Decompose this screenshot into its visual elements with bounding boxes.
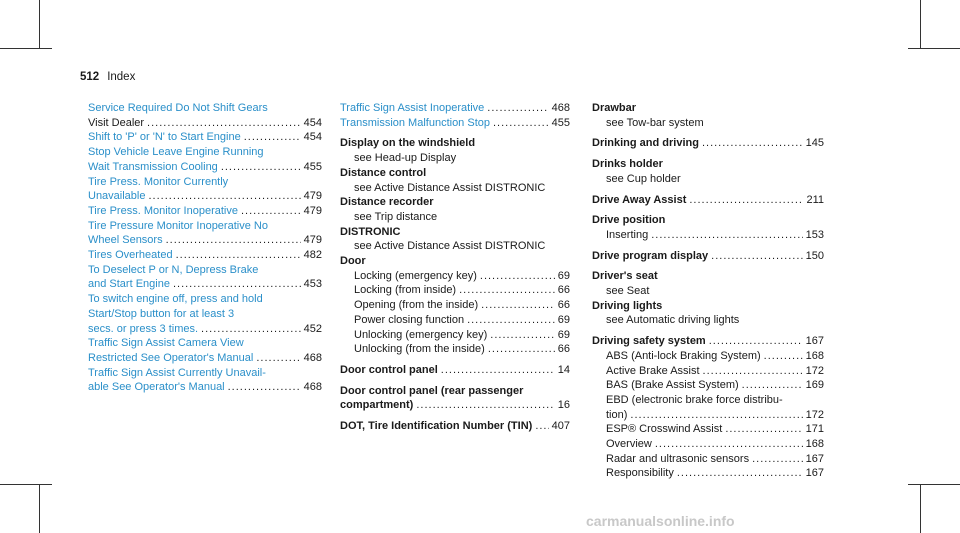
index-entry — [340, 166, 570, 181]
index-entry-text: Drive Away Assist — [592, 193, 687, 206]
index-entry — [592, 364, 824, 379]
index-entry — [340, 101, 570, 116]
crop-mark — [908, 48, 960, 49]
index-entry-text: Unavailable — [88, 190, 146, 203]
index-entry — [340, 181, 570, 196]
index-entry-text: ESP® Crosswind Assist — [606, 423, 723, 436]
index-entry — [88, 366, 322, 381]
index-entry — [592, 299, 824, 314]
index-entry — [88, 189, 322, 204]
index-entry — [340, 239, 570, 254]
dot-leader — [711, 249, 802, 264]
index-entry-text: DOT, Tire Identification Number (TIN) — [340, 420, 533, 433]
index-entry-text: Opening (from the inside) — [354, 299, 479, 312]
index-entry — [592, 334, 824, 349]
index-entry — [88, 307, 322, 322]
index-entry-text: Unlocking (emergency key) — [354, 328, 488, 341]
page-ref[interactable]: 479 — [303, 234, 322, 247]
index-entry — [88, 204, 322, 219]
index-entry — [592, 349, 824, 364]
index-entry — [340, 195, 570, 210]
page-ref[interactable]: 169 — [805, 379, 824, 392]
index-entry — [592, 249, 824, 264]
dot-leader — [764, 349, 803, 364]
index-entry — [88, 277, 322, 292]
page-ref[interactable]: 454 — [303, 131, 322, 144]
page-ref[interactable]: 482 — [303, 249, 322, 262]
index-entry — [592, 378, 824, 393]
index-column-1 — [88, 101, 322, 395]
index-column-2 — [340, 101, 570, 434]
page-ref[interactable]: 168 — [805, 438, 824, 451]
dot-leader — [677, 466, 803, 481]
index-entry-text: Service Required Do Not Shift Gears — [88, 102, 268, 114]
dot-leader — [228, 380, 301, 395]
page-ref[interactable]: 66 — [557, 284, 570, 297]
index-entry-text: and Start Engine — [88, 278, 170, 291]
index-entry-text: Wait Transmission Cooling — [88, 160, 218, 173]
index-entry — [88, 322, 322, 337]
index-entry — [592, 101, 824, 116]
dot-leader — [488, 342, 555, 357]
index-entry-text: see Seat — [606, 285, 650, 298]
dot-leader — [630, 408, 802, 423]
index-entry — [340, 210, 570, 225]
dot-leader — [487, 101, 548, 116]
index-entry — [340, 136, 570, 151]
page-ref[interactable]: 167 — [805, 452, 824, 465]
page-header — [80, 71, 135, 83]
index-entry — [592, 422, 824, 437]
index-entry-text: Radar and ultrasonic sensors — [606, 452, 750, 465]
index-entry-text: Transmission Malfunction Stop — [340, 116, 490, 129]
index-entry-text: Tires Overheated — [88, 249, 173, 262]
page-ref[interactable]: 453 — [303, 278, 322, 291]
index-entry-text: see Cup holder — [606, 172, 681, 185]
crop-mark — [0, 48, 52, 49]
crop-mark — [0, 484, 52, 485]
dot-leader — [493, 116, 549, 131]
page-ref[interactable]: 168 — [805, 349, 824, 362]
index-entry — [340, 419, 570, 434]
index-entry-text: Driving lights — [592, 299, 663, 312]
index-entry-text: Driving safety system — [592, 335, 706, 348]
dot-leader — [655, 437, 803, 452]
index-entry — [592, 466, 824, 481]
index-entry-text: DISTRONIC — [340, 225, 401, 238]
index-entry — [88, 292, 322, 307]
index-entry — [592, 408, 824, 423]
index-entry — [88, 145, 322, 160]
dot-leader — [166, 233, 301, 248]
index-entry-text: Locking (emergency key) — [354, 269, 477, 282]
index-entry-text: Distance recorder — [340, 196, 434, 209]
page-ref[interactable]: 167 — [805, 335, 824, 348]
index-entry — [592, 213, 824, 228]
page-ref[interactable]: 153 — [805, 228, 824, 241]
index-entry — [592, 269, 824, 284]
dot-leader — [148, 189, 300, 204]
index-entry — [340, 225, 570, 240]
index-entry — [340, 116, 570, 131]
index-entry-text: see Active Distance Assist DISTRONIC — [354, 181, 546, 194]
index-entry — [340, 328, 570, 343]
index-entry — [88, 233, 322, 248]
index-entry — [88, 380, 322, 395]
dot-leader — [256, 351, 300, 366]
index-entry-text: Door — [340, 255, 366, 268]
page-ref[interactable]: 167 — [805, 467, 824, 480]
index-entry-text: To switch engine off, press and hold — [88, 293, 263, 306]
index-entry-text: Inserting — [606, 228, 649, 241]
index-entry-text: Tire Press. Monitor Inoperative — [88, 204, 238, 217]
page-ref[interactable]: 455 — [303, 160, 322, 173]
index-entry-text: Driver's seat — [592, 270, 658, 283]
dot-leader — [173, 277, 301, 292]
index-entry-text: Restricted See Operator's Manual — [88, 351, 254, 364]
index-entry — [88, 175, 322, 190]
index-entry-text: see Active Distance Assist DISTRONIC — [354, 240, 546, 253]
page-ref[interactable]: 16 — [557, 399, 570, 412]
dot-leader — [535, 419, 548, 434]
dot-leader — [689, 193, 803, 208]
dot-leader — [752, 452, 803, 467]
index-entry — [340, 269, 570, 284]
index-entry-text: Locking (from inside) — [354, 284, 457, 297]
index-entry-text: tion) — [606, 408, 628, 421]
index-entry-text: Drive program display — [592, 249, 709, 262]
index-entry-text: Tire Press. Monitor Currently — [88, 175, 229, 188]
index-entry-text: Door control panel (rear passenger — [340, 384, 524, 397]
index-entry-text: secs. or press 3 times. — [88, 322, 199, 335]
index-entry — [88, 248, 322, 263]
index-entry — [88, 130, 322, 145]
index-entry-text: see Automatic driving lights — [606, 314, 740, 327]
watermark: carmanualsonline.info — [586, 513, 735, 529]
index-entry — [340, 384, 570, 399]
index-entry — [340, 254, 570, 269]
index-entry — [592, 136, 824, 151]
dot-leader — [703, 364, 803, 379]
index-entry-text: Overview — [606, 438, 652, 451]
page-ref[interactable]: 66 — [557, 343, 570, 356]
index-entry — [88, 336, 322, 351]
index-entry-text: Door control panel — [340, 363, 438, 376]
index-entry — [592, 393, 824, 408]
index-entry-text: Traffic Sign Assist Currently Unavail- — [88, 366, 266, 379]
crop-mark — [908, 484, 960, 485]
dot-leader — [709, 334, 803, 349]
page-ref[interactable]: 172 — [805, 408, 824, 421]
index-entry-text: Power closing function — [354, 313, 465, 326]
dot-leader — [241, 204, 301, 219]
page-ref[interactable]: 69 — [557, 328, 570, 341]
page-ref[interactable]: 468 — [551, 102, 570, 114]
index-entry — [592, 228, 824, 243]
page-ref[interactable]: 479 — [303, 204, 322, 217]
index-entry-text: Distance control — [340, 166, 427, 179]
crop-mark — [920, 485, 921, 533]
page-ref[interactable]: 69 — [557, 269, 570, 282]
index-entry-text: Traffic Sign Assist Camera View — [88, 337, 244, 350]
index-entry — [592, 157, 824, 172]
index-entry-text: Tire Pressure Monitor Inoperative No — [88, 219, 268, 232]
dot-leader — [441, 363, 555, 378]
dot-leader — [244, 130, 301, 145]
index-entry — [592, 313, 824, 328]
page-title: Index — [107, 71, 136, 83]
dot-leader — [481, 298, 555, 313]
index-entry — [88, 160, 322, 175]
dot-leader — [742, 378, 803, 393]
page-ref[interactable]: 479 — [303, 190, 322, 203]
dot-leader — [221, 160, 301, 175]
index-entry — [592, 284, 824, 299]
index-entry-text: able See Operator's Manual — [88, 381, 225, 394]
index-entry-text: see Head-up Display — [354, 152, 457, 165]
dot-leader — [651, 228, 802, 243]
index-entry — [592, 172, 824, 187]
index-entry-text: see Tow-bar system — [606, 116, 704, 129]
index-entry-text: Traffic Sign Assist Inoperative — [340, 102, 485, 114]
dot-leader — [459, 283, 555, 298]
dot-leader — [480, 269, 555, 284]
index-entry — [592, 193, 824, 208]
index-entry — [340, 313, 570, 328]
crop-mark — [920, 0, 921, 48]
index-entry-text: see Trip distance — [354, 210, 438, 223]
index-entry — [340, 363, 570, 378]
dot-leader — [725, 422, 802, 437]
page-ref[interactable]: 172 — [805, 364, 824, 377]
dot-leader — [467, 313, 555, 328]
crop-mark — [39, 485, 40, 533]
index-entry — [340, 342, 570, 357]
index-entry — [592, 116, 824, 131]
page-ref[interactable]: 69 — [557, 313, 570, 326]
index-entry — [88, 219, 322, 234]
page-ref[interactable]: 452 — [303, 322, 322, 335]
index-entry-text: ABS (Anti-lock Braking System) — [606, 349, 761, 362]
page-ref[interactable]: 171 — [805, 423, 824, 436]
index-entry-text: BAS (Brake Assist System) — [606, 379, 739, 392]
index-entry-text: Drinking and driving — [592, 137, 699, 150]
page-ref[interactable]: 407 — [551, 420, 570, 433]
dot-leader — [201, 322, 301, 337]
page-ref[interactable]: 454 — [303, 116, 322, 129]
index-entry-text: Stop Vehicle Leave Engine Running — [88, 146, 264, 159]
index-entry — [88, 351, 322, 366]
page-ref[interactable]: 468 — [303, 381, 322, 394]
page-ref[interactable]: 66 — [557, 299, 570, 312]
dot-leader — [490, 328, 554, 343]
index-entry-text: To Deselect P or N, Depress Brake — [88, 263, 259, 276]
index-column-3 — [592, 101, 824, 481]
index-entry-text: Display on the windshield — [340, 137, 476, 150]
page-ref[interactable]: 455 — [551, 116, 570, 129]
page-ref[interactable]: 211 — [806, 193, 824, 206]
index-entry — [88, 263, 322, 278]
index-entry-text: Visit Dealer — [88, 116, 145, 129]
page-ref[interactable]: 14 — [557, 363, 570, 376]
index-entry-text: Shift to 'P' or 'N' to Start Engine — [88, 131, 241, 144]
page-number: 512 — [80, 71, 100, 83]
index-entry — [592, 452, 824, 467]
index-entry-text: EBD (electronic brake force distribu- — [606, 393, 783, 406]
index-entry-text: Drawbar — [592, 102, 637, 114]
index-entry-text: Active Brake Assist — [606, 364, 700, 377]
index-entry — [340, 298, 570, 313]
index-entry — [592, 437, 824, 452]
index-entry-text: Start/Stop button for at least 3 — [88, 307, 235, 320]
index-entry-text: Wheel Sensors — [88, 234, 163, 247]
index-entry-text: compartment) — [340, 399, 414, 412]
index-entry-text: Unlocking (from the inside) — [354, 343, 485, 356]
index-entry — [340, 151, 570, 166]
page-ref[interactable]: 150 — [805, 249, 824, 262]
page-ref[interactable]: 468 — [303, 351, 322, 364]
index-entry — [340, 283, 570, 298]
index-entry — [88, 101, 322, 116]
index-entry-text: Responsibility — [606, 467, 674, 480]
index-entry — [88, 116, 322, 131]
crop-mark — [39, 0, 40, 48]
dot-leader — [416, 398, 554, 413]
index-entry — [340, 398, 570, 413]
dot-leader — [702, 136, 803, 151]
dot-leader — [147, 116, 301, 131]
page-ref[interactable]: 145 — [805, 137, 824, 150]
index-entry-text: Drinks holder — [592, 158, 663, 171]
index-entry-text: Drive position — [592, 214, 666, 227]
dot-leader — [176, 248, 301, 263]
